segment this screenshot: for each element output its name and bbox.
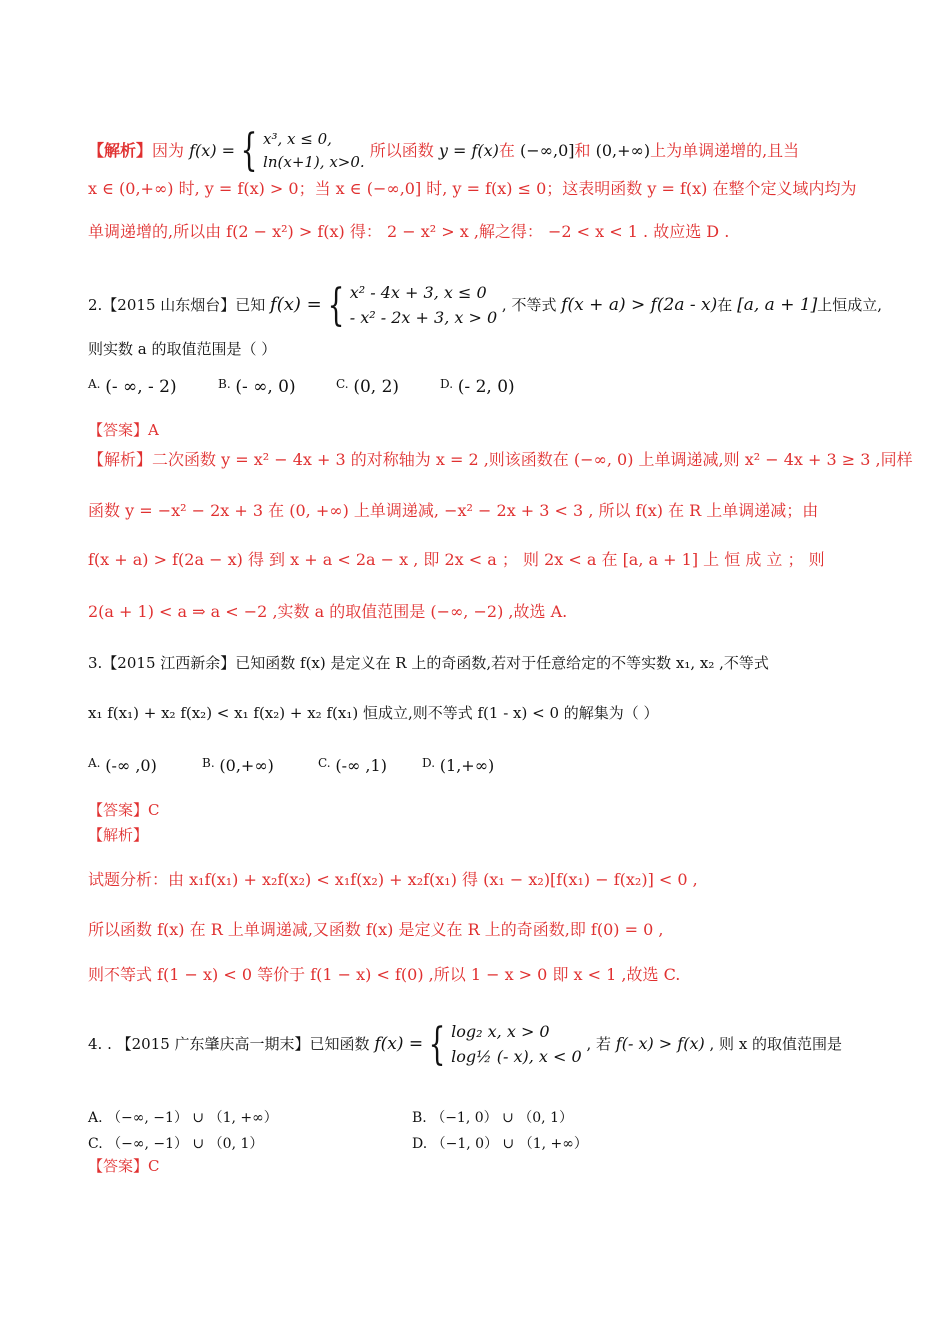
piecewise-cases: x² - 4x + 3, x ≤ 0 - x² - 2x + 3, x > 0 <box>349 283 498 327</box>
option-b: B. （−1, 0） ∪ （0, 1） <box>412 1110 573 1126</box>
answer-2: 【答案】A <box>88 421 159 439</box>
option-c: $^{C.}$ (-∞ ,1) <box>318 756 387 775</box>
question-2-stem: 2.【2015 山东烟台】已知 f(x) = { x² - 4x + 3, x ≤ 0 - x² - 2x + 3, x > 0 , 不等式 f(x + a) > f(2a - x)在 [a, a + 1]上恒成立, <box>88 279 883 331</box>
prev-solution-line-2: x ∈ (0,+∞) 时, y = f(x) > 0；当 x ∈ (−∞,0] 时, y = f(x) ≤ 0；这表明函数 y = f(x) 在整个定义域内均为 <box>88 179 857 198</box>
piecewise-cases: x³, x ≤ 0, ln(x+1), x>0. <box>263 130 365 172</box>
prev-solution-line-1: 【解析】因为 f(x) = { x³, x ≤ 0, ln(x+1), x>0. 所以函数 y = f(x)在 (−∞,0]和 (0,+∞)上为单调递增的,且当 <box>88 125 800 177</box>
solution-tag: 【解析】 <box>88 140 153 160</box>
question-3-line-2: x₁ f(x₁) + x₂ f(x₂) < x₁ f(x₂) + x₂ f(x₁) 恒成立,则不等式 f(1 - x) < 0 的解集为（ ） <box>88 704 659 722</box>
prev-solution-line-3: 单调递增的,所以由 f(2 − x²) > f(x) 得： 2 − x² > x ,解之得： −2 < x < 1 . 故应选 D . <box>88 222 730 241</box>
option-b: $^{B.}$ (0,+∞) <box>202 756 274 775</box>
solution-2-line-1: 【解析】二次函数 y = x² − 4x + 3 的对称轴为 x = 2 ,则该函数在 (−∞, 0) 上单调递减,则 x² − 4x + 3 ≥ 3 ,同样 <box>88 450 913 469</box>
solution-3-line-1: 试题分析：由 x₁f(x₁) + x₂f(x₂) < x₁f(x₂) + x₂f(x₁) 得 (x₁ − x₂)[f(x₁) − f(x₂)] < 0 , <box>88 870 698 889</box>
solution-3-tag: 【解析】 <box>88 826 149 844</box>
solution-2-line-2: 函数 y = −x² − 2x + 3 在 (0, +∞) 上单调递减, −x² − 2x + 3 < 3 , 所以 f(x) 在 R 上单调递减；由 <box>88 501 819 520</box>
solution-3-line-3: 则不等式 f(1 − x) < 0 等价于 f(1 − x) < f(0) ,所以 1 − x > 0 即 x < 1 ,故选 C. <box>88 965 681 984</box>
question-4-stem: 4. . 【2015 广东肇庆高一期末】已知函数 f(x) = { log₂ x, x > 0 log½ (- x), x < 0 , 若 f(- x) > f(x) , 则 x 的取值范围是 <box>88 1018 843 1070</box>
option-a: $^{A.}$ (-∞ ,0) <box>88 756 157 775</box>
option-d: $^{D.}$ (1,+∞) <box>422 756 495 775</box>
question-2-line-2: 则实数 a 的取值范围是（ ） <box>88 340 277 358</box>
option-a: A. （−∞, −1） ∪ （1, +∞） <box>88 1110 278 1126</box>
option-c: $^{C.}$ (0, 2) <box>336 377 400 397</box>
piecewise-cases: log₂ x, x > 0 log½ (- x), x < 0 <box>451 1022 582 1066</box>
piecewise-brace: { <box>240 125 258 177</box>
option-d: $^{D.}$ (- 2, 0) <box>440 377 515 397</box>
piecewise-brace: { <box>428 1018 446 1070</box>
piecewise-brace: { <box>327 279 345 331</box>
option-c: C. （−∞, −1） ∪ （0, 1） <box>88 1136 264 1152</box>
option-d: D. （−1, 0） ∪ （1, +∞） <box>412 1136 588 1152</box>
question-3-line-1: 3.【2015 江西新余】已知函数 f(x) 是定义在 R 上的奇函数,若对于任意给定的不等实数 x₁, x₂ ,不等式 <box>88 654 769 672</box>
solution-3-line-2: 所以函数 f(x) 在 R 上单调递减,又函数 f(x) 是定义在 R 上的奇函数,即 f(0) = 0 , <box>88 920 664 939</box>
answer-3: 【答案】C <box>88 801 160 819</box>
solution-2-line-3: f(x + a) > f(2a − x) 得 到 x + a < 2a − x , 即 2x < a ； 则 2x < a 在 [a, a + 1] 上 恒 成 立 ； 则 <box>88 550 825 569</box>
option-a: $^{A.}$ (- ∞, - 2) <box>88 377 177 397</box>
option-b: $^{B.}$ (- ∞, 0) <box>218 377 296 397</box>
solution-2-line-4: 2(a + 1) < a ⇒ a < −2 ,实数 a 的取值范围是 (−∞, −2) ,故选 A. <box>88 602 568 621</box>
answer-4: 【答案】C <box>88 1157 160 1175</box>
